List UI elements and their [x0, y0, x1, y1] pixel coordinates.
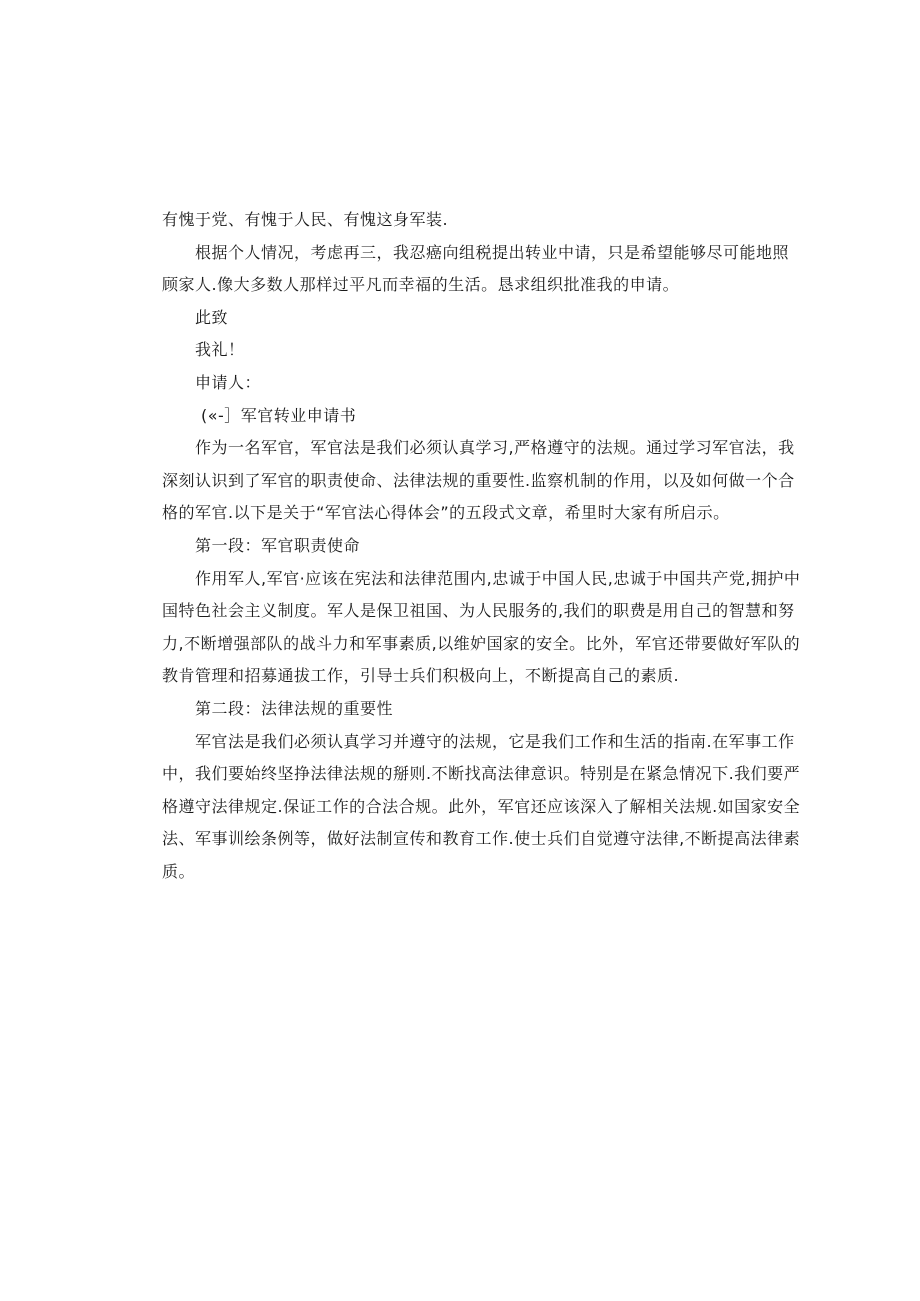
document-page: [162, 204, 801, 888]
paragraph-line: 军官法是我们必须认真学习并遵守的法规，它是我们工作和生活的指南.在军事工作: [195, 731, 795, 751]
paragraph-line: 作为一名军官，军官法是我们必须认真学习,严格遵守的法规。通过学习军官法，我: [195, 438, 795, 458]
paragraph-line: 作用军人,军官·应该在宪法和法律范围内,忠诚于中国人民,忠诚于中国共产党,拥护中: [195, 568, 801, 588]
paragraph-line: 根据个人情况，考虑再三，我忍癌向组税提出转业中请，只是希望能够尽可能地照: [195, 242, 790, 262]
applicant-signature: 申请人：: [195, 372, 262, 392]
section-title: («-］军官转业申请书: [201, 405, 357, 425]
paragraph-line: 顾家人.像大多数人那样过平凡而幸福的生活。恳求组织批准我的申请。: [162, 275, 680, 295]
paragraph-line: 格遵守法律规定.保证工作的合法合规。此外，军官还应该深入了解相关法规.如国家安全: [162, 796, 801, 816]
section-heading: 第一段：军官职责使命: [195, 535, 361, 555]
closing-salutation: 我礼！: [195, 340, 245, 360]
section-heading: 第二段：法律法规的重要性: [195, 698, 394, 718]
paragraph-line: 国特色社会主义制度。军人是保卫祖国、为人民服务的,我们的职费是用自己的智慧和努: [162, 601, 795, 621]
paragraph-line: 格的军官.以下是关于“军官法心得体会”的五段式文章，希里时大家有所启示。: [162, 503, 730, 523]
paragraph-line: 法、军事训绘条例等，做好法制宣传和教育工作.使士兵们自觉遵守法律,不断提高法律素: [162, 829, 801, 849]
paragraph-line: 质。: [162, 861, 196, 881]
closing-salutation: 此致: [195, 307, 229, 327]
paragraph-line: 教肯管理和招募通拔工作，引导士兵们积极向上，不断提高自己的素质.: [162, 666, 680, 686]
paragraph-line: 深刻认识到了军官的职责使命、法律法规的重要性.监察机制的作用，以及如何做一个合: [162, 470, 795, 490]
paragraph-line: 有愧于党、有愧于人民、有愧这身军装.: [162, 210, 449, 229]
paragraph-line: 中，我们要始终坚挣法律法规的掰则.不断找高法律意识。特别是在紧急情况下.我们要严: [162, 764, 801, 784]
paragraph-line: 力,不断增强部队的战斗力和军事素质,以维妒国家的安全。比外，军官还带要做好军队的: [162, 633, 801, 653]
